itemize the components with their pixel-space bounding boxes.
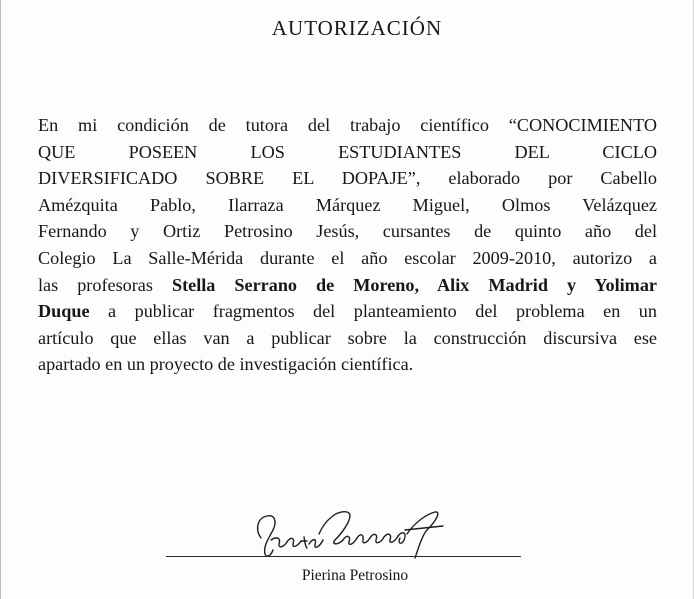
professor-surname: Duque <box>38 301 90 322</box>
paragraph-line-6: Colegio La Salle-Mérida durante el año escolar 2009-2010, autorizo a <box>38 247 657 268</box>
paragraph-line-7 <box>38 272 657 299</box>
authorization-paragraph <box>38 112 657 378</box>
signature-line <box>166 556 521 557</box>
paragraph-line-9: artículo que ellas van a publicar sobre la construcción discursiva ese <box>38 327 657 348</box>
paragraph-line-4: Amézquita Pablo, Ilarraza Márquez Miguel, Olmos Velázquez <box>38 194 657 215</box>
paragraph-line-2: QUE POSEEN LOS ESTUDIANTES DEL CICLO <box>38 141 657 162</box>
paragraph-line-3: DIVERSIFICADO SOBRE EL DOPAJE”, elaborado por Cabello <box>38 168 657 189</box>
document-title: AUTORIZACIÓN <box>271 16 443 40</box>
professors-names: Stella Serrano de Moreno, Alix Madrid y Yolimar <box>171 274 657 295</box>
line-8-suffix: a publicar fragmentos del planteamiento del problema en un <box>89 301 657 322</box>
paragraph-line-1: En mi condición de tutora del trabajo científico “CONOCIMIENTO <box>38 115 657 135</box>
handwritten-signature <box>247 500 457 562</box>
signer-name: Pierina Petrosino <box>301 567 409 584</box>
paragraph-line-5: Fernando y Ortiz Petrosino Jesús, cursantes de quinto año del <box>38 221 657 242</box>
paragraph-line-8 <box>38 298 657 325</box>
paragraph-line-10: apartado en un proyecto de investigación científica. <box>38 354 414 375</box>
line-7-prefix: las profesoras <box>38 274 172 295</box>
